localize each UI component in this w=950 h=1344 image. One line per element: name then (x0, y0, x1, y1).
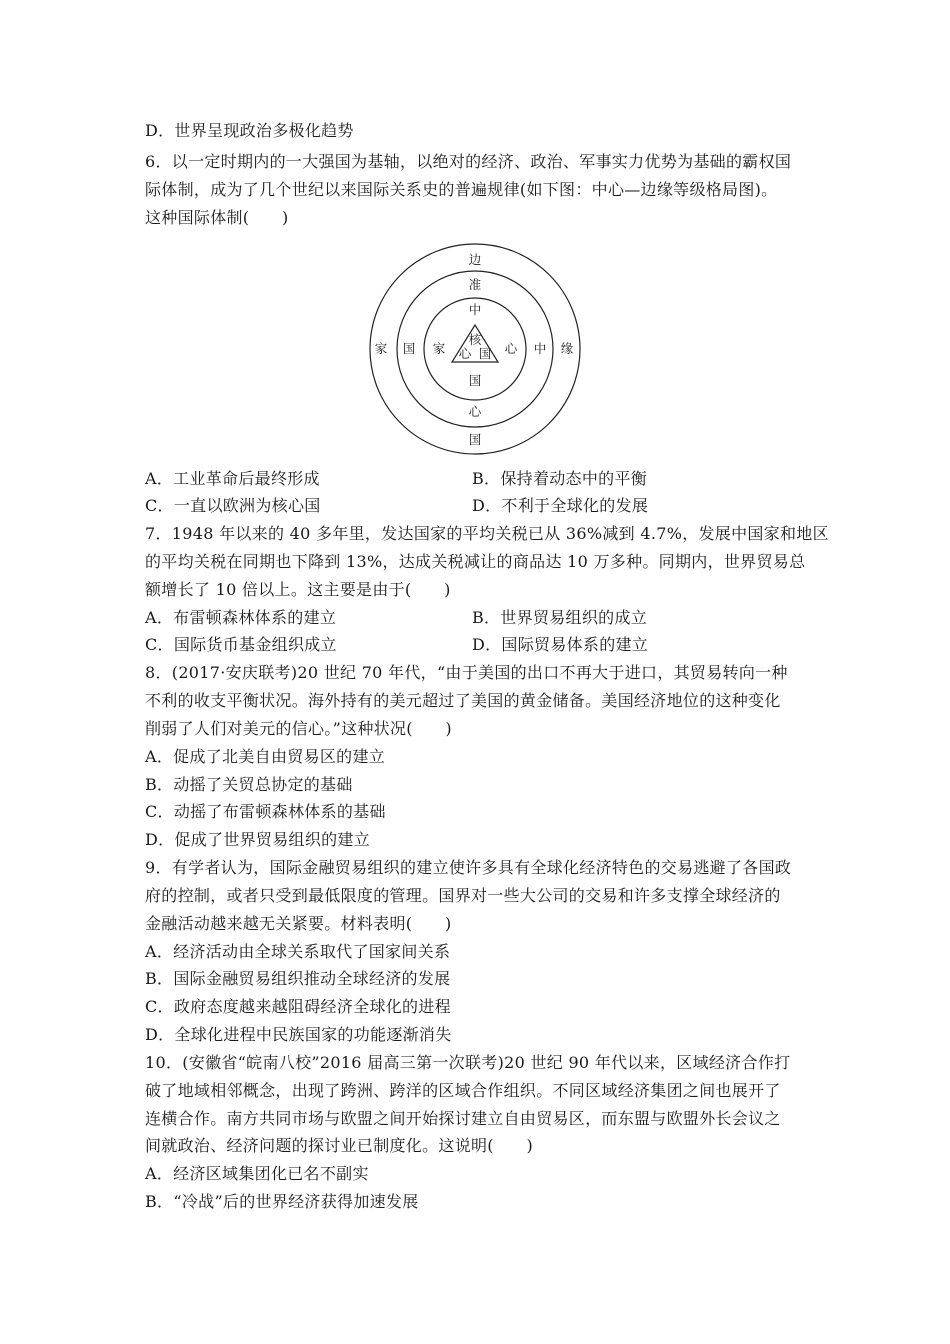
q8-option-a: A．促成了北美自由贸易区的建立 (145, 747, 386, 766)
core-label-bottom-right: 国 (478, 346, 492, 361)
q10-stem-line-1: 10．(安徽省“皖南八校”2016 届高三第一次联考)20 世纪 90 年代以来，区域经济合作打 (145, 1053, 791, 1072)
q6-stem-line-2: 际体制，成为了几个世纪以来国际关系史的普遍规律(如下图：中心—边缘等级格局图)。 (145, 180, 778, 199)
q9-stem-line-3: 金融活动越来越无关紧要。材料表明( ) (145, 914, 452, 933)
outer-label-right: 缘 (560, 341, 574, 356)
center-label-right: 心 (504, 341, 518, 356)
outer-label-bottom: 国 (468, 432, 482, 447)
q8-option-c: C．动摇了布雷顿森林体系的基础 (145, 802, 386, 821)
q6-option-a: A．工业革命后最终形成 (145, 469, 320, 488)
center-label-bottom: 国 (468, 373, 482, 388)
q7-option-b: B．世界贸易组织的成立 (472, 608, 648, 627)
center-label-left: 家 (432, 341, 446, 356)
q9-stem-line-2: 府的控制，或者只受到最低限度的管理。国界对一些大公司的交易和许多支撑全球经济的 (145, 886, 781, 905)
q7-stem-line-1: 7．1948 年以来的 40 多年里，发达国家的平均关税已从 36%减到 4.7%，发展中国家和地区 (145, 524, 829, 543)
q10-stem-line-3: 连横合作。南方共同市场与欧盟之间开始探讨建立自由贸易区，而东盟与欧盟外长会议之 (145, 1109, 781, 1128)
q9-option-a: A．经济活动由全球关系取代了国家间关系 (145, 942, 451, 961)
q5-option-d: D．世界呈现政治多极化趋势 (145, 121, 354, 140)
q9-stem-line-1: 9．有学者认为，国际金融贸易组织的建立使许多具有全球化经济特色的交易逃避了各国政 (145, 858, 792, 877)
center-label-top: 中 (468, 302, 482, 317)
semi-label-right: 中 (533, 341, 547, 356)
q6-option-b: B．保持着动态中的平衡 (472, 469, 648, 488)
q8-stem-line-2: 不利的收支平衡状况。海外持有的美元超过了美国的黄金储备。美国经济地位的这种变化 (145, 691, 781, 710)
semi-label-left: 国 (402, 341, 416, 356)
q10-option-b: B．“冷战”后的世界经济获得加速发展 (145, 1192, 419, 1211)
semi-label-bottom: 心 (468, 404, 482, 419)
q6-stem-line-3: 这种国际体制( ) (145, 208, 289, 227)
q8-option-d: D．促成了世界贸易组织的建立 (145, 830, 371, 849)
core-label-bottom-left: 心 (458, 346, 472, 361)
q7-option-c: C．国际货币基金组织成立 (145, 635, 337, 654)
q8-stem-line-3: 削弱了人们对美元的信心。”这种状况( ) (145, 719, 452, 738)
q6-option-d: D．不利于全球化的发展 (472, 496, 649, 515)
center-periphery-diagram (360, 240, 590, 458)
q9-option-c: C．政府态度越来越阻碍经济全球化的进程 (145, 997, 451, 1016)
q7-stem-line-2: 的平均关税在同期也下降到 13%，达成关税减让的商品达 10 万多种。同期内，世界贸易总 (145, 552, 806, 571)
q10-stem-line-2: 破了地域相邻概念，出现了跨洲、跨洋的区域合作组织。不同区域经济集团之间也展开了 (145, 1081, 781, 1100)
q6-stem-line-1: 6．以一定时期内的一大强国为基轴，以绝对的经济、政治、军事实力优势为基础的霸权国 (145, 152, 792, 171)
q7-stem-line-3: 额增长了 10 倍以上。这主要是由于( ) (145, 580, 451, 599)
semi-label-top: 准 (468, 277, 482, 292)
outer-label-top: 边 (468, 252, 482, 267)
outer-label-left: 家 (374, 341, 388, 356)
q8-stem-line-1: 8．(2017·安庆联考)20 世纪 70 年代，“由于美国的出口不再大于进口，其贸易转向一种 (145, 663, 788, 682)
outer-ring-periphery (370, 244, 580, 454)
q7-option-a: A．布雷顿森林体系的建立 (145, 608, 337, 627)
q8-option-b: B．动摇了关贸总协定的基础 (145, 775, 353, 794)
q10-stem-line-4: 间就政治、经济问题的探讨业已制度化。这说明( ) (145, 1136, 533, 1155)
q10-option-a: A．经济区域集团化已名不副实 (145, 1164, 369, 1183)
q6-option-c: C．一直以欧洲为核心国 (145, 496, 321, 515)
q9-option-d: D．全球化进程中民族国家的功能逐渐消失 (145, 1025, 452, 1044)
q9-option-b: B．国际金融贸易组织推动全球经济的发展 (145, 969, 451, 988)
core-label-top: 核 (468, 332, 482, 347)
q7-option-d: D．国际贸易体系的建立 (472, 635, 649, 654)
